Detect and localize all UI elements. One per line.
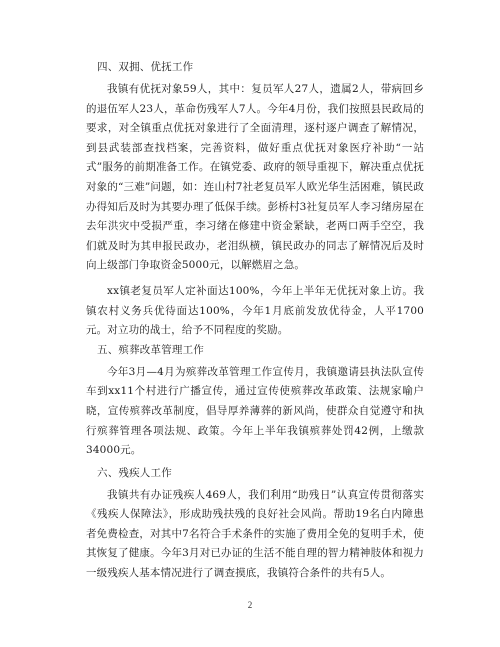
section-double-support bbox=[86, 58, 424, 341]
section-disabled-persons bbox=[86, 461, 424, 584]
paragraph: 我镇有优抚对象59人，其中：复员军人27人，遗属2人，带病回乡的退伍军人23人，革命伤残军人7人。今年4月份，我们按照县民政局的要求，对全镇重点优抚对象进行了全面清理，逐村逐户调查了解情况，到县武装部查找档案，完善资料，做好重点优抚对象医疗补助“一站式”服务的前期准备工作。在镇党委、政府的领导重视下，解决重点优抚对象的“三难”问题，如：连山村7社老复员军人欧光华生活困难，镇民政办得知后及时为其要办理了低保手续。彭桥村3社复员军人李习绪房屋在去年洪灾中受损严重，李习绪在修建中资金紧缺，老两口两手空空，我们就及时为其申报民政办，老泪纵横，镇民政办的同志了解情况后及时向上级部门争取资金5000元，以解燃眉之急。 bbox=[86, 83, 424, 272]
page-number: 2 bbox=[247, 600, 253, 610]
section-funeral-reform bbox=[86, 341, 424, 461]
section-heading: 五、殡葬改革管理工作 bbox=[97, 343, 204, 356]
document-page bbox=[86, 58, 424, 584]
paragraph: xx镇老复员军人定补面达100%，今年上半年无优抚对象上访。我镇农村义务兵优待面达100%，今年1月底前发放优待金，人平1700元。对立功的战士，给予不同程度的奖励。 bbox=[86, 284, 424, 337]
paragraph: 我镇共有办证残疾人469人，我们利用“助残日”认真宣传贯彻落实《残疾人保障法》，形成助残扶残的良好社会风尚。帮助19名白内障患者免费检查，对其中7名符合手术条件的实施了费用全免的复明手术，使其恢复了健康。今年3月对已办证的生活不能自理的智力精神肢体和视力一级残疾人基本情况进行了调查摸底，我镇符合条件的共有5人。 bbox=[86, 488, 424, 580]
section-heading: 四、双拥、优抚工作 bbox=[97, 61, 194, 73]
paragraph: 今年3月—4月为殡葬改革管理工作宣传月，我镇邀请县执法队宣传车到xx11个村进行广播宣传，通过宣传使殡葬改革政策、法规家喻户晓，宣传殡葬改革制度，倡导厚养薄葬的新风尚，使群众自觉遵守和执行殡葬管理各项法规、政策。今年上半年我镇殡葬处罚42例，上缴款34000元。 bbox=[86, 365, 424, 457]
section-heading: 六、残疾人工作 bbox=[97, 466, 172, 479]
